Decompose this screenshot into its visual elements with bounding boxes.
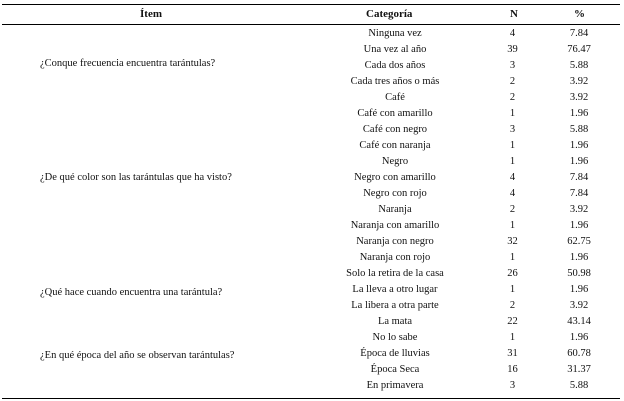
table-cell-n: 2 xyxy=(509,92,516,103)
table-cell-n: 1 xyxy=(509,252,516,263)
question-frequency: ¿Conque frecuencia encuentra tarántulas? xyxy=(40,58,216,69)
table-cell-n: 16 xyxy=(507,364,518,375)
table-cell-cat: Negro xyxy=(381,156,409,167)
table-cell-n: 4 xyxy=(509,188,516,199)
table-cell-cat: Café con negro xyxy=(362,124,428,135)
table-cell-cat: Cada tres años o más xyxy=(350,76,440,87)
table-cell-n: 1 xyxy=(509,156,516,167)
table-cell-n: 2 xyxy=(509,300,516,311)
table-cell-n: 1 xyxy=(509,284,516,295)
table-cell-pct: 62.75 xyxy=(567,236,591,247)
table-cell-n: 3 xyxy=(509,380,516,391)
table-cell-cat: Café con amarillo xyxy=(357,108,433,119)
header-item: Ítem xyxy=(140,8,162,20)
table-cell-pct: 1.96 xyxy=(569,108,589,119)
table-cell-pct: 1.96 xyxy=(569,332,589,343)
table-cell-n: 26 xyxy=(507,268,518,279)
table-cell-n: 39 xyxy=(507,44,518,55)
table-cell-pct: 31.37 xyxy=(567,364,591,375)
table-cell-cat: Café xyxy=(385,92,405,103)
table-cell-pct: 3.92 xyxy=(569,204,589,215)
table-cell-pct: 1.96 xyxy=(569,220,589,231)
table-cell-n: 32 xyxy=(507,236,518,247)
table-cell-n: 2 xyxy=(509,76,516,87)
table-cell-cat: Solo la retira de la casa xyxy=(346,268,444,279)
table-cell-cat: Naranja con negro xyxy=(356,236,434,247)
table-cell-n: 1 xyxy=(509,220,516,231)
table-cell-cat: La libera a otra parte xyxy=(351,300,439,311)
table-cell-cat: Naranja xyxy=(378,204,412,215)
table-cell-cat: Cada dos años xyxy=(364,60,426,71)
table-cell-cat: Época Seca xyxy=(370,364,420,375)
table-cell-cat: Negro con amarillo xyxy=(354,172,436,183)
table-cell-pct: 5.88 xyxy=(569,124,589,135)
table-cell-pct: 43.14 xyxy=(567,316,591,327)
header-pct: % xyxy=(574,8,585,20)
table-cell-cat: Época de lluvias xyxy=(360,348,430,359)
table-cell-cat: Naranja con rojo xyxy=(359,252,431,263)
header-categoria: Categoría xyxy=(366,8,413,20)
table-cell-n: 3 xyxy=(509,124,516,135)
question-action: ¿Qué hace cuando encuentra una tarántula? xyxy=(40,287,223,298)
table-cell-cat: La mata xyxy=(377,316,413,327)
table-cell-pct: 7.84 xyxy=(569,28,589,39)
table-cell-pct: 5.88 xyxy=(569,60,589,71)
question-color: ¿De qué color son las tarántulas que ha visto? xyxy=(40,172,232,183)
table-cell-pct: 1.96 xyxy=(569,156,589,167)
table-cell-n: 1 xyxy=(509,108,516,119)
table-cell-cat: Una vez al año xyxy=(363,44,427,55)
table-cell-cat: La lleva a otro lugar xyxy=(352,284,438,295)
table-cell-n: 4 xyxy=(509,28,516,39)
table-cell-pct: 76.47 xyxy=(567,44,591,55)
table-cell-n: 22 xyxy=(507,316,518,327)
table-cell-pct: 1.96 xyxy=(569,284,589,295)
table-cell-pct: 1.96 xyxy=(569,140,589,151)
table-cell-cat: Naranja con amarillo xyxy=(350,220,440,231)
table-cell-cat: Ninguna vez xyxy=(368,28,422,39)
table-cell-pct: 3.92 xyxy=(569,92,589,103)
header-n: N xyxy=(510,8,518,20)
table-cell-pct: 3.92 xyxy=(569,300,589,311)
table-cell-n: 3 xyxy=(509,60,516,71)
table-cell-cat: Negro con rojo xyxy=(363,188,427,199)
table-cell-pct: 3.92 xyxy=(569,76,589,87)
top-rule xyxy=(2,4,620,5)
table-cell-cat: En primavera xyxy=(366,380,424,391)
table-cell-n: 1 xyxy=(509,332,516,343)
table-cell-n: 31 xyxy=(507,348,518,359)
table-cell-cat: No lo sabe xyxy=(372,332,418,343)
table-cell-n: 4 xyxy=(509,172,516,183)
table-cell-pct: 5.88 xyxy=(569,380,589,391)
table-cell-cat: Café con naranja xyxy=(359,140,431,151)
table-cell-pct: 7.84 xyxy=(569,188,589,199)
table-cell-pct: 60.78 xyxy=(567,348,591,359)
question-season: ¿En qué época del año se observan tarántulas? xyxy=(40,350,235,361)
bottom-rule xyxy=(2,398,620,399)
table-cell-n: 2 xyxy=(509,204,516,215)
table-cell-pct: 50.98 xyxy=(567,268,591,279)
table-cell-pct: 7.84 xyxy=(569,172,589,183)
table-cell-n: 1 xyxy=(509,140,516,151)
table-cell-pct: 1.96 xyxy=(569,252,589,263)
header-rule xyxy=(2,24,620,25)
